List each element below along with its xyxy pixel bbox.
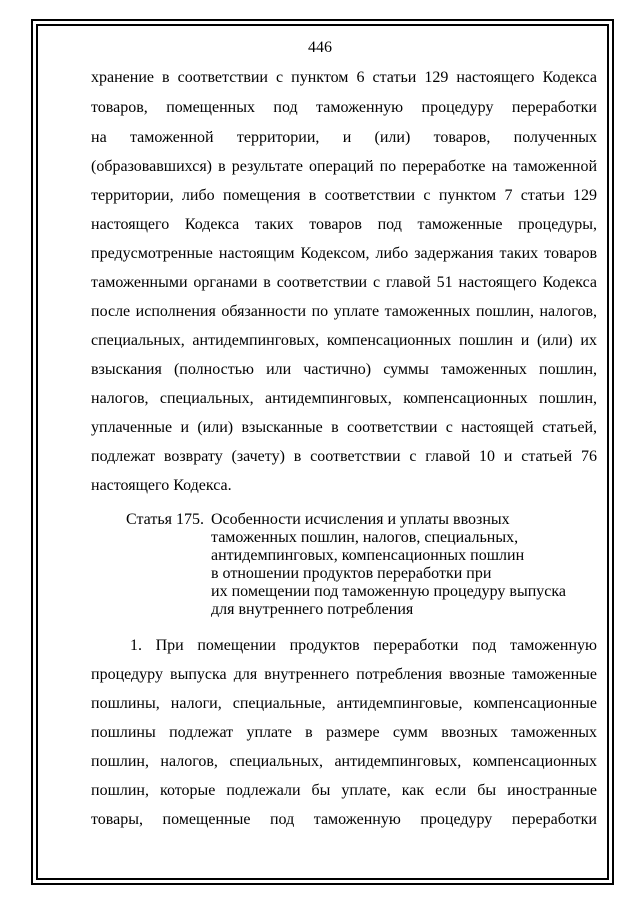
paragraph-line: на таможенной территории, и (или) товаров, полученных <box>91 129 597 146</box>
paragraph-line: территории, либо помещения в соответствии с пунктом 7 статьи 129 <box>91 187 597 204</box>
article-title-line: таможенных пошлин, налогов, специальных, <box>211 529 519 546</box>
page-number: 446 <box>308 39 332 56</box>
paragraph-line: пошлины подлежат уплате в размере сумм ввозных таможенных <box>91 724 597 741</box>
paragraph-line: подлежат возврату (зачету) в соответствии с главой 10 и статьей 76 <box>91 448 597 465</box>
article-title-line: антидемпинговых, компенсационных пошлин <box>211 547 525 564</box>
paragraph-line: (образовавшихся) в результате операций по переработке на таможенной <box>91 158 597 175</box>
paragraph-line: уплаченные и (или) взысканные в соответствии с настоящей статьей, <box>91 419 597 436</box>
paragraph-line: хранение в соответствии с пунктом 6 статьи 129 настоящего Кодекса <box>91 69 597 86</box>
article-number: Статья 175. <box>126 511 204 528</box>
paragraph-line: пошлин, которые подлежали бы уплате, как если бы иностранные <box>91 782 597 799</box>
paragraph-line: пошлины, налоги, специальные, антидемпинговые, компенсационные <box>91 695 597 712</box>
article-title-line: их помещении под таможенную процедуру выпуска <box>211 583 566 600</box>
article-title-line: для внутреннего потребления <box>211 601 414 618</box>
paragraph-line: налогов, специальных, антидемпинговых, компенсационных пошлин, <box>91 390 597 407</box>
paragraph-line: настоящего Кодекса таких товаров под таможенные процедуры, <box>91 216 597 233</box>
paragraph-line: пошлин, налогов, специальных, антидемпинговых, компенсационных <box>91 753 597 770</box>
paragraph-line: после исполнения обязанности по уплате таможенных пошлин, налогов, <box>91 303 597 320</box>
paragraph-line: товары, помещенные под таможенную процедуру переработки <box>91 811 597 828</box>
paragraph-line: процедуру выпуска для внутреннего потребления ввозные таможенные <box>91 666 597 683</box>
paragraph-line: таможенными органами в соответствии с главой 51 настоящего Кодекса <box>91 274 597 291</box>
article-title-line: Особенности исчисления и уплаты ввозных <box>211 511 510 528</box>
paragraph-line: настоящего Кодекса. <box>91 477 232 494</box>
paragraph-line: 1. При помещении продуктов переработки под таможенную <box>130 637 597 654</box>
paragraph-line: взыскания (полностью или частично) суммы таможенных пошлин, <box>91 361 597 378</box>
paragraph-line: специальных, антидемпинговых, компенсационных пошлин и (или) их <box>91 332 597 349</box>
paragraph-line: товаров, помещенных под таможенную процедуру переработки <box>91 99 597 116</box>
paragraph-line: предусмотренные настоящим Кодексом, либо задержания таких товаров <box>91 245 597 262</box>
article-title-line: в отношении продуктов переработки при <box>211 565 492 582</box>
